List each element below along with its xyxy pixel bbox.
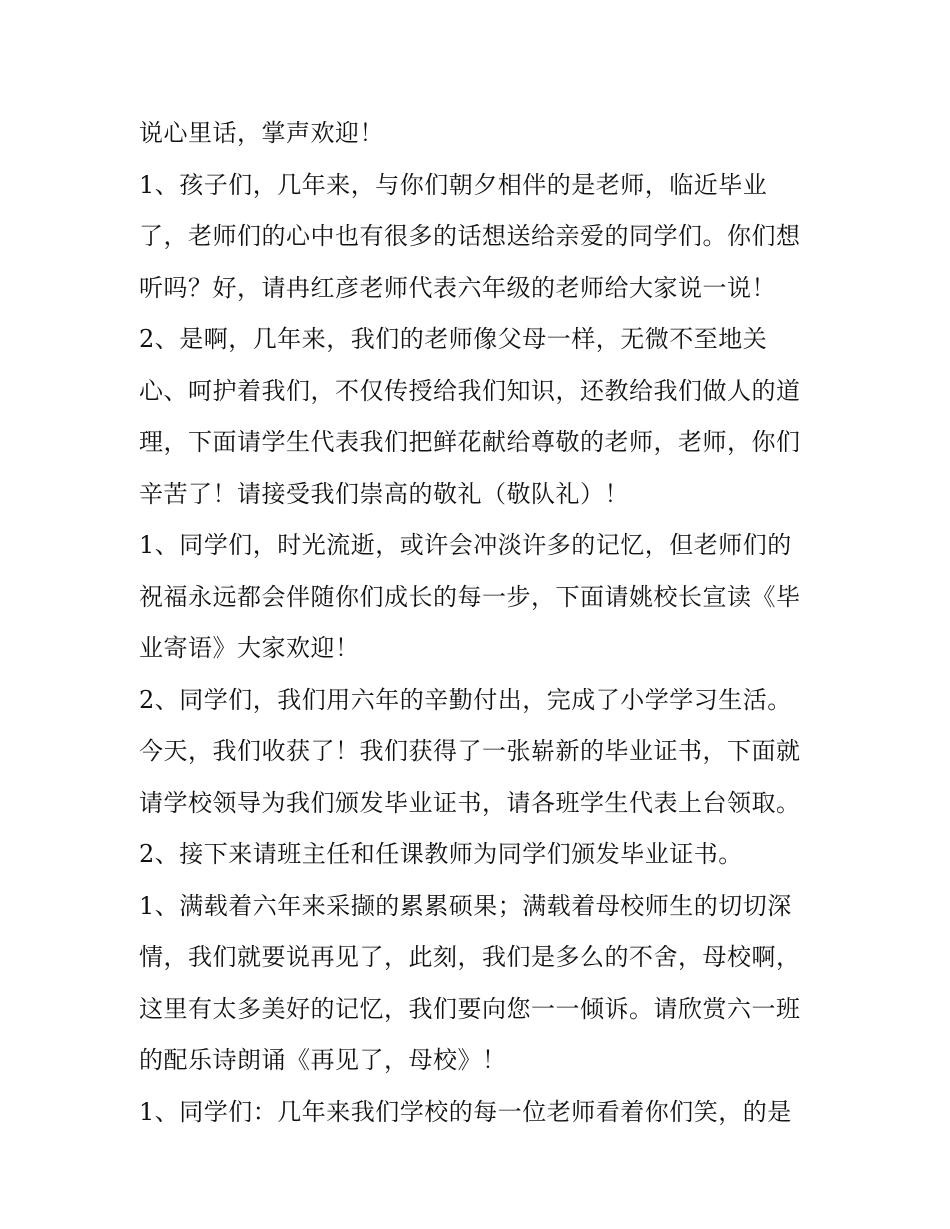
text-line: 说心里话，掌声欢迎！ xyxy=(139,119,384,147)
text-line: 1、同学们，时光流逝，或许会冲淡许多的记忆，但老师们的 xyxy=(139,531,792,559)
text-line: 2、接下来请班主任和任课教师为同学们颁发毕业证书。 xyxy=(139,840,743,868)
text-line: 情，我们就要说再见了，此刻，我们是多么的不舍，母校啊， xyxy=(139,943,801,971)
text-line: 2、是啊，几年来，我们的老师像父母一样，无微不至地关 xyxy=(139,325,768,353)
text-line: 1、满载着六年来采撷的累累硕果；满载着母校师生的切切深 xyxy=(139,891,792,920)
text-line: 理，下面请学生代表我们把鲜花献给尊敬的老师，老师，你们 xyxy=(139,428,801,456)
text-line: 请学校领导为我们颁发毕业证书，请各班学生代表上台领取。 xyxy=(139,788,801,817)
text-line: 1、同学们：几年来我们学校的每一位老师看着你们笑，的是 xyxy=(139,1097,792,1126)
text-line: 心、呵护着我们，不仅传授给我们知识，还教给我们做人的道 xyxy=(139,376,801,405)
text-line: 2、同学们，我们用六年的辛勤付出，完成了小学学习生活。 xyxy=(139,685,792,714)
text-line: 这里有太多美好的记忆，我们要向您一一倾诉。请欣赏六一班 xyxy=(139,994,801,1023)
text-line: 1、孩子们，几年来，与你们朝夕相伴的是老师，临近毕业 xyxy=(139,170,768,199)
text-line: 了，老师们的心中也有很多的话想送给亲爱的同学们。你们想 xyxy=(139,222,801,250)
document-body xyxy=(139,108,829,1138)
text-line: 祝福永远都会伴随你们成长的每一步，下面请姚校长宣读《毕 xyxy=(139,582,801,611)
text-line: 辛苦了！请接受我们崇高的敬礼（敬队礼）！ xyxy=(139,479,629,508)
text-line: 业寄语》大家欢迎！ xyxy=(139,634,360,662)
text-line: 今天，我们收获了！我们获得了一张崭新的毕业证书，下面就 xyxy=(139,737,801,765)
text-line: 的配乐诗朗诵《再见了，母校》！ xyxy=(139,1046,507,1074)
text-line: 听吗？好，请冉红彦老师代表六年级的老师给大家说一说！ xyxy=(139,273,776,302)
